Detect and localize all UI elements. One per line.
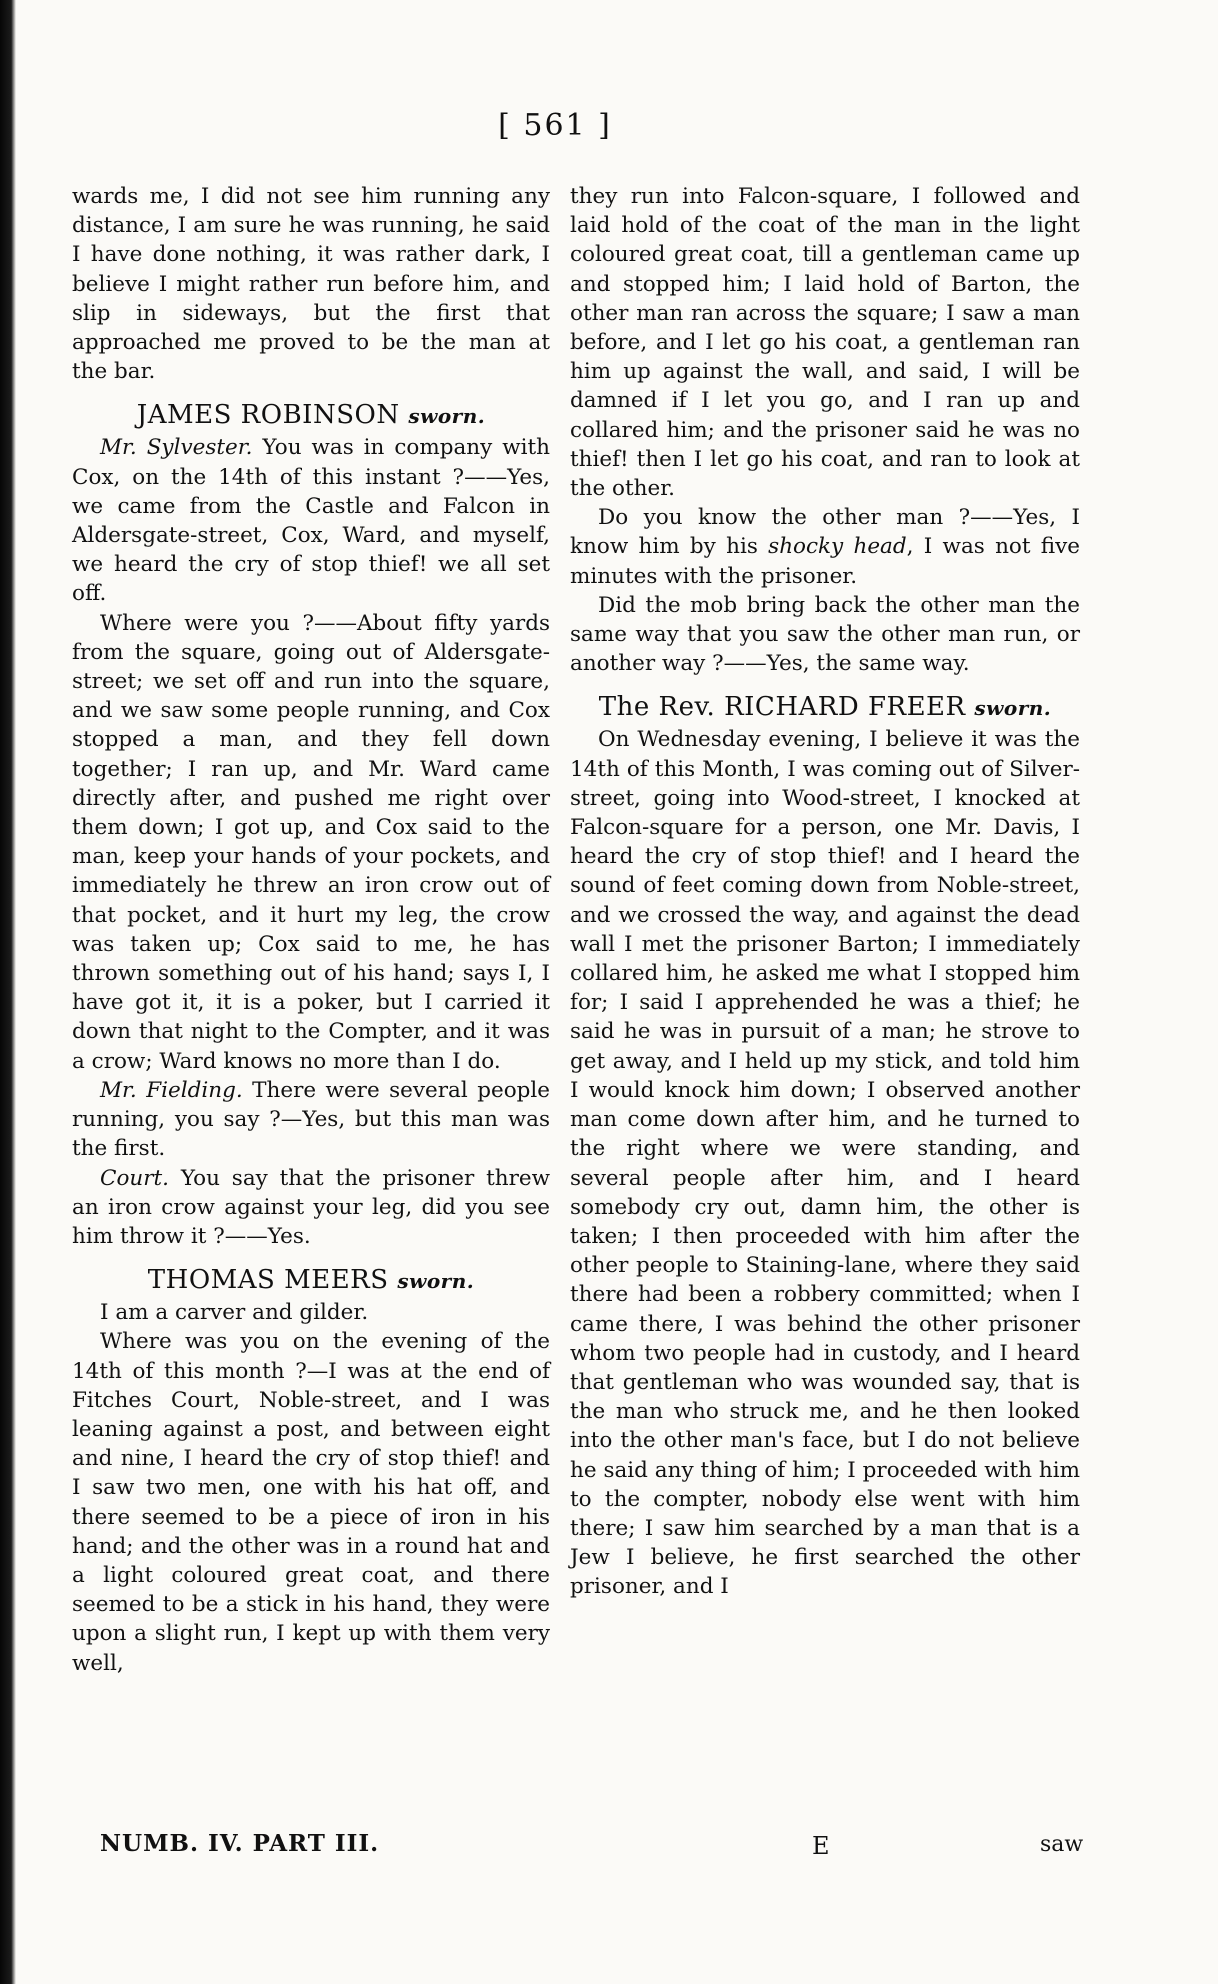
witness-name: THOMAS MEERS [147,1265,389,1296]
testimony-text: You say that the prisoner threw an iron crow against your leg, did you see him throw it ?——Yes. [72,1165,550,1249]
emphasized-phrase: shocky head [768,534,907,560]
testimony-text: You was in company with Cox, on the 14th of this instant ?——Yes, we came from the Castle and Falcon in Aldersgate-street, Cox, Ward, and myself, we heard the cry of stop thief! we all set off. [72,435,550,607]
right-paragraph-1: they run into Falcon-square, I followed and laid hold of the coat of the man in the light coloured great coat, till a gentleman came up and stopped him; I laid hold of Barton, the other man ran across the square; I saw a man before, and I let go his coat, a gentleman ran him up against the wall, and said, I will be damned if I let you go, and I ran up and collared him; and the prisoner said he was no thief! then I let go his coat, and ran to look at the other. [570,184,1080,502]
left-paragraph-1: wards me, I did not see him running any distance, I am sure he was running, he said I have done nothing, it was rather dark, I believe I might rather run before him, and slip in sideways, but the first that approached me proved to be the man at the bar. [72,184,550,385]
catchword: saw [1040,1832,1084,1857]
right-paragraph-2 [570,503,1080,591]
left-column [72,182,550,1678]
left-paragraph-4 [72,1076,550,1164]
left-paragraph-7: Where was you on the evening of the 14th of this month ?—I was at the end of Fitches Court, Noble-street, and I was leaning against a post, and between eight and nine, I heard the cry of stop thief! and I saw two men, one with his hat off, and there seemed to be a piece of iron in his hand; and the other was in a round hat and a light coloured great coat, and there seemed to be a stick in his hand, they were upon a slight run, I kept up with them very well, [72,1329,550,1676]
speaker-label: Mr. Sylvester. [100,435,253,461]
sworn-label: sworn. [974,696,1052,721]
left-paragraph-5 [72,1164,550,1252]
right-paragraph-4: On Wednesday evening, I believe it was the 14th of this Month, I was coming out of Silver-street, going into Wood-street, I knocked at Falcon-square for a person, one Mr. Davis, I heard the cry of stop thief! and I heard the sound of feet coming down from Noble-street, and we crossed the way, and against the dead wall I met the prisoner Barton; I immediately collared him, he asked me what I stopped him for; I said I apprehended he was a thief; he said he was in pursuit of a man; he strove to get away, and I held up my stick, and told him I would knock him down; I observed another man come down after him, and he turned to the right where we were standing, and several people after him, and I heard somebody cry out, damn him, the other is taken; I then proceeded with him after the other people to Staining-lane, where they said there had been a robbery committed; when I came there, I was behind the other prisoner whom two people had in custody, and I heard that gentleman who was wounded say, that is the man who struck me, and he then looked into the other man's face, but I do not believe he said any thing of him; I proceeded with him to the compter, nobody else went with him there; I saw him searched by a man that is a Jew I believe, he first searched the other prisoner, and I [570,727,1080,1600]
left-paragraph-6: I am a carver and gilder. [100,1300,369,1326]
speaker-label: Court. [100,1165,169,1191]
speaker-label: Mr. Fielding. [100,1077,243,1103]
testimony-text: Do you know the other man ?——Yes, I know him by his [570,505,1080,560]
right-paragraph-3: Did the mob bring back the other man the same way that you saw the other man run, or another way ?——Yes, the same way. [570,592,1080,677]
right-column [570,182,1080,1602]
witness-name: The Rev. RICHARD FREER [598,692,966,723]
sworn-label: sworn. [408,404,486,429]
sworn-label: sworn. [397,1269,475,1294]
witness-name: JAMES ROBINSON [136,400,400,431]
left-paragraph-2 [72,433,550,608]
witness-heading-james-robinson [72,398,550,433]
volume-footer: NUMB. IV. PART III. [100,1830,380,1857]
page-number: [ 561 ] [498,108,612,143]
left-paragraph-3: Where were you ?——About fifty yards from the square, going out of Aldersgate-street; we set off and run into the square, and we saw some people running, and Cox stopped a man, and they fell down together; I ran up, and Mr. Ward came directly after, and pushed me right over them down; I got up, and Cox said to the man, keep your hands of your pockets, and immediately he threw an iron crow out of that pocket, and it hurt my leg, the crow was taken up; Cox said to me, he has thrown something out of his hand; says I, I have got it, it is a poker, but I carried it down that night to the Compter, and it was a crow; Ward knows no more than I do. [72,610,550,1074]
testimony-text: , I was not five minutes with the prisoner. [570,534,1081,589]
witness-heading-thomas-meers [72,1263,550,1298]
witness-heading-richard-freer [570,690,1080,725]
signature-mark: E [812,1832,830,1860]
page-binding-edge [0,0,16,1984]
testimony-text: There were several people running, you say ?—Yes, but this man was the first. [72,1077,551,1162]
